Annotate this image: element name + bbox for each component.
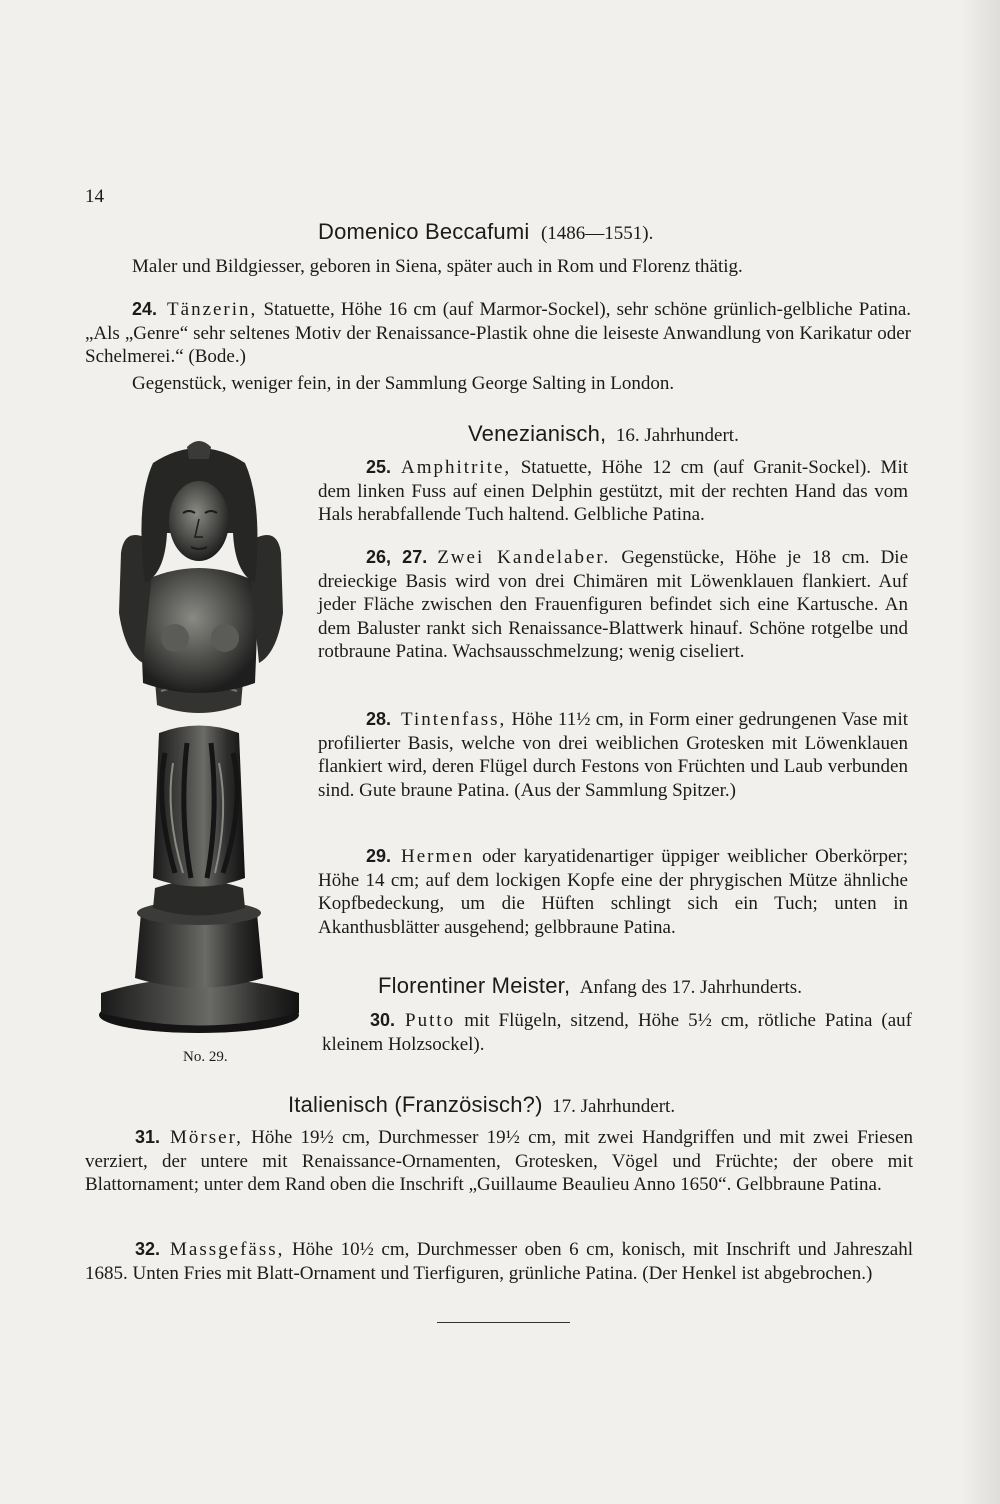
entry-number: 30. xyxy=(370,1010,396,1030)
entry-31 xyxy=(85,1126,913,1197)
entry-title: Tintenfass, xyxy=(401,709,507,730)
herm-statuette-image xyxy=(95,433,307,1038)
entry-number: 32. xyxy=(135,1239,161,1259)
artist-bio: Maler und Bildgiesser, geboren in Siena, später auch in Rom und Florenz thätig. xyxy=(132,256,743,277)
section-period: 16. Jahrhundert. xyxy=(615,425,739,446)
entry-32 xyxy=(85,1238,913,1285)
entry-text: Statuette, Höhe 12 cm (auf Granit-Sockel). Mit dem linken Fuss auf einen Delphin gestützt, mit der rechten Hand das vom Hals herabfallende Tuch haltend. Gelbliche Patina. xyxy=(318,457,909,525)
heading-italienisch xyxy=(288,1092,675,1118)
entry-text: Höhe 11½ cm, in Form einer gedrungenen Vase mit profilierter Basis, welche von drei weiblichen Grotesken mit Löwenklauen flankiert wird, deren Flügel durch Festons von Früchten und Laub verbunden sind. Gute braune Patina. (Aus der Sammlung Spitzer.) xyxy=(318,709,908,801)
entry-title: Putto xyxy=(405,1010,456,1031)
section-heading: Italienisch (Französisch?) xyxy=(288,1092,543,1117)
section-period: 17. Jahrhundert. xyxy=(552,1096,676,1117)
section-heading: Florentiner Meister, xyxy=(378,973,571,998)
artist-name: Domenico Beccafumi xyxy=(318,219,530,244)
entry-text: Statuette, Höhe 16 cm (auf Marmor-Sockel), sehr schöne grünlich-gelbliche Patina. „Als „Genre“ sehr seltenes Motiv der Renaissance-Plastik ohne die leiseste Anwandlung von Karikatur oder Schelmerei.“ (Bode.) xyxy=(85,299,912,367)
entry-30 xyxy=(322,1009,912,1056)
heading-domenico-beccafumi xyxy=(318,219,653,245)
figure-caption: No. 29. xyxy=(183,1049,228,1065)
entry-title: Mörser, xyxy=(170,1127,243,1148)
entry-number: 25. xyxy=(366,457,392,477)
entry-title: Massgefäss, xyxy=(170,1239,285,1260)
heading-venezianisch xyxy=(468,421,739,447)
entry-number: 28. xyxy=(366,709,392,729)
entry-25 xyxy=(318,456,908,527)
page-edge-shadow xyxy=(960,0,1000,1504)
entry-28 xyxy=(318,708,908,802)
entry-26-27 xyxy=(318,546,908,664)
entry-24-note: Gegenstück, weniger fein, in der Sammlung George Salting in London. xyxy=(132,373,675,394)
entry-text: Gegenstücke, Höhe je 18 cm. Die dreieckige Basis wird von drei Chimären mit Löwenklauen flankiert. Auf jeder Fläche zwischen den Frauenfiguren befindet sich eine Kartusche. An dem Baluster rankt sich Renaissance-Blattwerk hinauf. Schöne rotgelbe und rotbraune Patina. Wachsausschmelzung; wenig ciseliert. xyxy=(318,547,908,662)
entry-text: mit Flügeln, sitzend, Höhe 5½ cm, rötliche Patina (auf kleinem Holzsockel). xyxy=(322,1010,913,1055)
section-heading: Venezianisch, xyxy=(468,421,607,446)
entry-text: oder karyatidenartiger üppiger weiblicher Oberkörper; Höhe 14 cm; auf dem lockigen Kopfe eine der phrygischen Mütze ähnliche Kopfbedeckung, um die Hüften schlingt sich ein Tuch; unten in Akanthusblätter ausgehend; gelbbraune Patina. xyxy=(318,846,909,938)
entry-number: 29. xyxy=(366,846,392,866)
entry-title: Hermen xyxy=(401,846,475,867)
entry-29 xyxy=(318,845,908,939)
section-period: Anfang des 17. Jahrhunderts. xyxy=(579,977,802,998)
artist-dates: (1486—1551). xyxy=(540,223,654,244)
entry-text: Höhe 19½ cm, Durchmesser 19½ cm, mit zwei Handgriffen und mit zwei Friesen verziert, der untere mit Renaissance-Ornamenten, Grotesken, Vögel und Früchte; der obere mit Blattornament; unter dem Rand oben die Inschrift „Guillaume Beaulieu Anno 1650“. Gelbbraune Patina. xyxy=(85,1127,914,1195)
entry-text: Höhe 10½ cm, Durchmesser oben 6 cm, konisch, mit Inschrift und Jahreszahl 1685. Unten Fries mit Blatt-Ornament und Tierfiguren, grünliche Patina. (Der Henkel ist abgebrochen.) xyxy=(85,1239,913,1284)
entry-title: Tänzerin, xyxy=(167,299,258,320)
entry-number: 31. xyxy=(135,1127,161,1147)
entry-title: Zwei Kandelaber. xyxy=(437,547,611,568)
heading-florentiner-meister xyxy=(378,973,802,999)
entry-number: 26, 27. xyxy=(366,547,428,567)
entry-title: Amphitrite, xyxy=(401,457,512,478)
page-number: 14 xyxy=(85,186,104,207)
entry-number: 24. xyxy=(132,299,158,319)
closing-rule xyxy=(437,1322,570,1323)
entry-24 xyxy=(85,298,911,369)
